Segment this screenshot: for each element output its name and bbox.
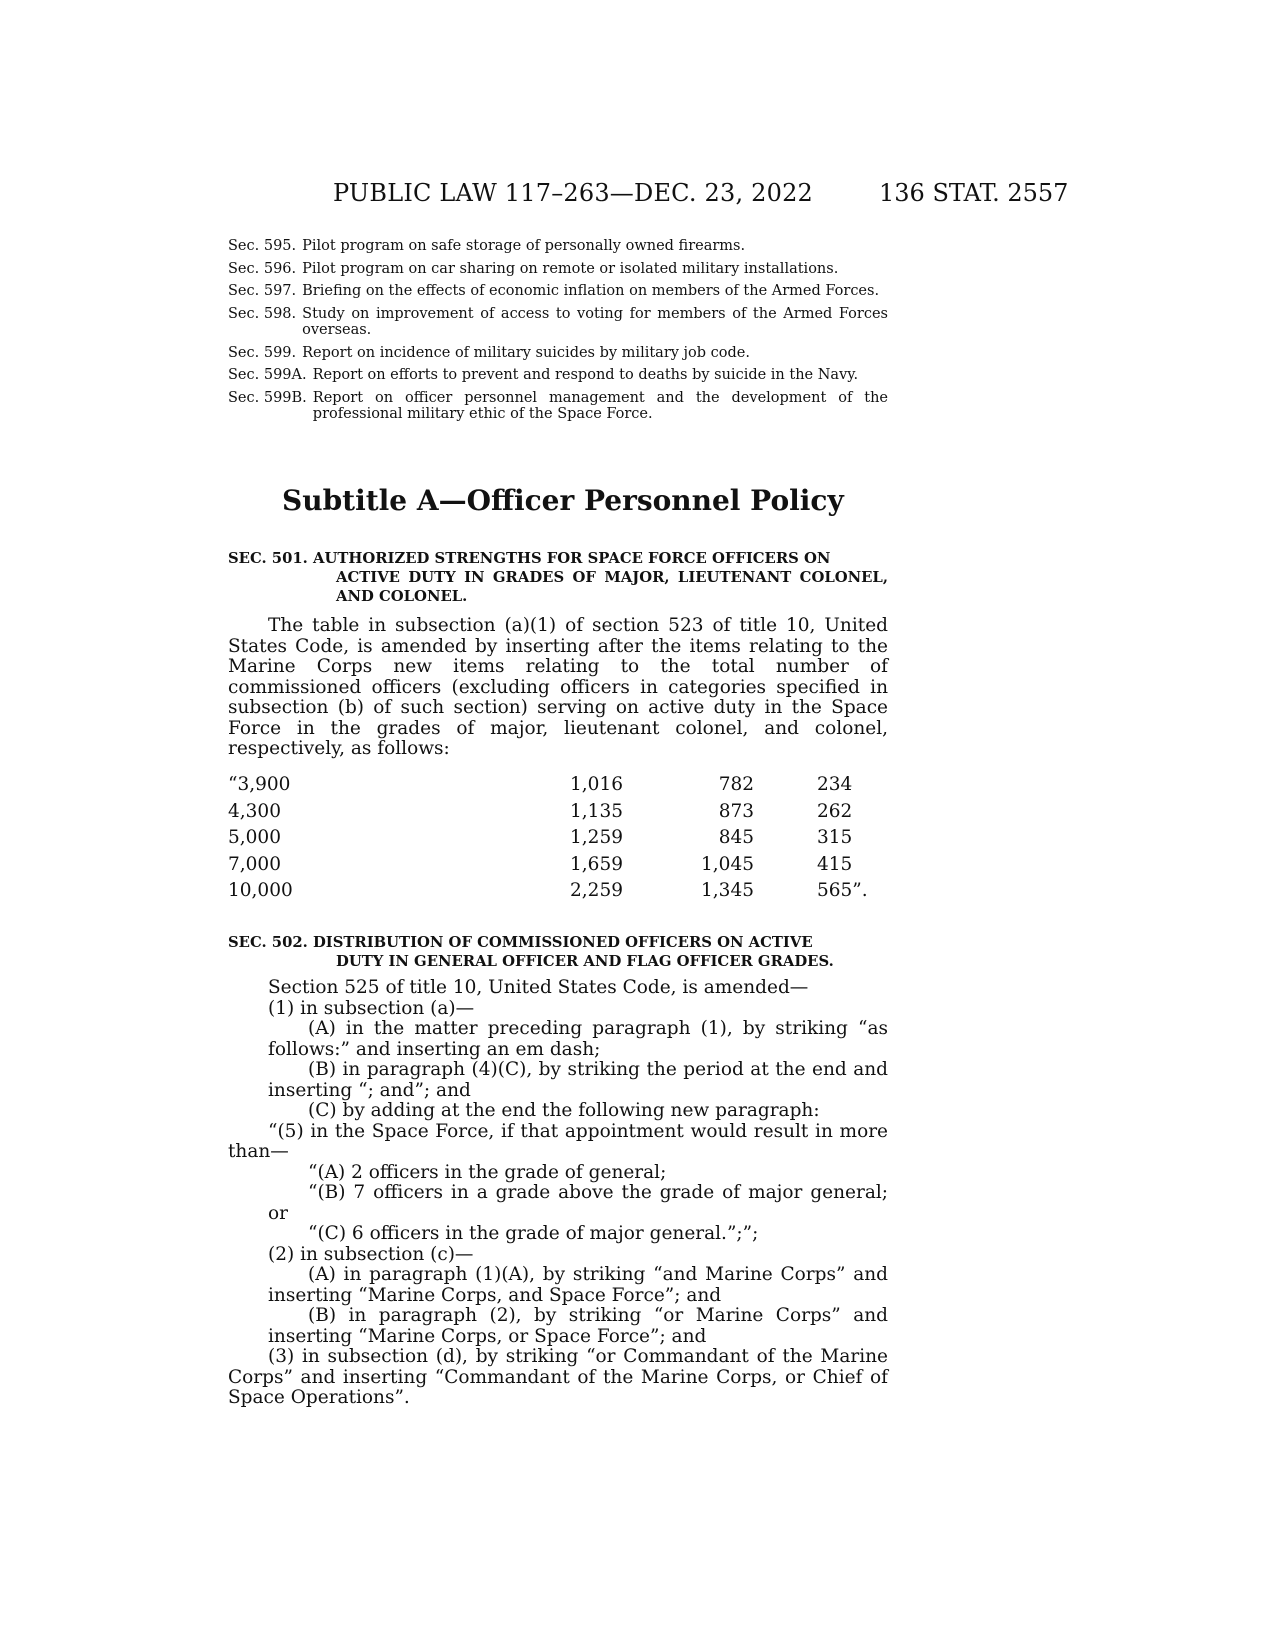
toc-entry [228, 238, 888, 255]
table-cell: 1,345 [701, 880, 754, 901]
toc-section-title: Study on improvement of access to voting for members of the Armed Forces overseas. [302, 305, 888, 338]
table-cell: 5,000 [228, 827, 281, 848]
table-of-contents [228, 238, 888, 429]
quoted-subparagraph-a: “(A) 2 officers in the grade of general; [308, 1161, 667, 1183]
subtitle-heading: Subtitle A—Officer Personnel Policy [282, 484, 844, 517]
strength-table [228, 774, 888, 907]
paragraph-1-a: (A) in the matter preceding paragraph (1), by striking “as follows:” and inserting an em dash; [268, 1018, 888, 1060]
quoted-subparagraph-c: “(C) 6 officers in the grade of major general.”;”; [308, 1223, 759, 1244]
toc-section-title: Pilot program on safe storage of personally owned firearms. [302, 238, 746, 254]
table-cell: 1,016 [570, 774, 623, 795]
table-cell: 1,135 [570, 800, 623, 822]
page-header [333, 179, 1069, 213]
sec-502-heading-rest: DUTY IN GENERAL OFFICER AND FLAG OFFICER GRADES. [336, 953, 834, 970]
toc-section-title: Pilot program on car sharing on remote or isolated military installations. [302, 260, 839, 277]
toc-entry [228, 345, 888, 362]
sec-502-heading [228, 933, 888, 971]
toc-section-title: Report on officer personnel management and the development of the professional military ethic of the Space Force. [312, 389, 888, 422]
table-cell: 415 [817, 853, 853, 875]
toc-section-number: Sec. 599A. [228, 367, 307, 383]
table-cell: 10,000 [228, 880, 293, 901]
table-row [228, 854, 888, 881]
table-cell: “3,900 [228, 774, 291, 795]
paragraph-1-b: (B) in paragraph (4)(C), by striking the period at the end and inserting “; and”; and [268, 1059, 888, 1101]
toc-section-number: Sec. 596. [228, 260, 297, 277]
toc-section-title: Briefing on the effects of economic inflation on members of the Armed Forces. [302, 283, 880, 299]
quoted-subparagraph-b: “(B) 7 officers in a grade above the grade of major general; or [268, 1182, 888, 1224]
toc-entry [228, 367, 888, 384]
toc-section-title: Report on efforts to prevent and respond to deaths by suicide in the Navy. [312, 367, 859, 383]
toc-entry [228, 306, 888, 339]
table-cell: 782 [718, 774, 754, 795]
sec-502-heading-lead: SEC. 502. DISTRIBUTION OF COMMISSIONED OFFICERS ON ACTIVE [228, 934, 813, 951]
quoted-paragraph-5: “(5) in the Space Force, if that appointment would result in more than— [228, 1120, 888, 1162]
paragraph-1: (1) in subsection (a)— [268, 997, 475, 1019]
sec-501-heading-rest: ACTIVE DUTY IN GRADES OF MAJOR, LIEUTENANT COLONEL, AND COLONEL. [336, 569, 888, 605]
table-row [228, 801, 888, 828]
table-row [228, 827, 888, 854]
toc-section-number: Sec. 597. [228, 283, 297, 299]
paragraph-2-a: (A) in paragraph (1)(A), by striking “and Marine Corps” and inserting “Marine Corps, and Space Force”; and [268, 1264, 888, 1306]
toc-entry [228, 390, 888, 423]
sec-501-body: The table in subsection (a)(1) of section 523 of title 10, United States Code, is amended by inserting after the items relating to the Marine Corps new items relating to the total number of commissioned officers (excluding officers in categories specified in subsection (b) of such section) serving on active duty in the Space Force in the grades of major, lieutenant colonel, and colonel, respectively, as follows: [228, 615, 888, 759]
paragraph-2: (2) in subsection (c)— [268, 1243, 474, 1265]
toc-section-number: Sec. 599. [228, 344, 297, 361]
public-law-title: PUBLIC LAW 117–263—DEC. 23, 2022 [333, 179, 814, 207]
sec-501-heading-lead: SEC. 501. AUTHORIZED STRENGTHS FOR SPACE FORCE OFFICERS ON [228, 550, 831, 567]
toc-section-number: Sec. 599B. [228, 389, 307, 406]
toc-section-number: Sec. 598. [228, 305, 297, 322]
toc-entry [228, 261, 888, 278]
table-cell: 315 [817, 827, 853, 848]
table-cell: 845 [718, 827, 754, 848]
table-cell: 1,659 [570, 853, 623, 875]
table-cell: 234 [817, 774, 853, 795]
toc-entry [228, 283, 888, 300]
table-cell: 7,000 [228, 853, 281, 875]
paragraph-1-c: (C) by adding at the end the following new paragraph: [308, 1100, 820, 1121]
table-cell: 2,259 [570, 880, 623, 901]
table-cell: 4,300 [228, 800, 281, 822]
toc-section-title: Report on incidence of military suicides by military job code. [302, 344, 750, 361]
sec-501-heading [228, 549, 888, 606]
paragraph-2-b: (B) in paragraph (2), by striking “or Marine Corps” and inserting “Marine Corps, or Space Force”; and [268, 1305, 888, 1347]
table-cell: 1,045 [701, 853, 754, 875]
table-cell: 873 [718, 800, 754, 822]
stat-page-number: 136 STAT. 2557 [879, 179, 1069, 207]
table-row [228, 880, 888, 907]
sec-502-body [228, 978, 888, 1409]
toc-section-number: Sec. 595. [228, 238, 297, 254]
table-cell: 262 [817, 800, 853, 822]
paragraph-3: (3) in subsection (d), by striking “or Commandant of the Marine Corps” and inserting “Commandant of the Marine Corps, or Chief of Space Operations”. [228, 1346, 888, 1408]
sec-502-intro: Section 525 of title 10, United States Code, is amended— [268, 977, 809, 998]
table-row [228, 774, 888, 801]
table-cell: 1,259 [570, 827, 623, 848]
table-cell: 565”. [817, 880, 868, 901]
